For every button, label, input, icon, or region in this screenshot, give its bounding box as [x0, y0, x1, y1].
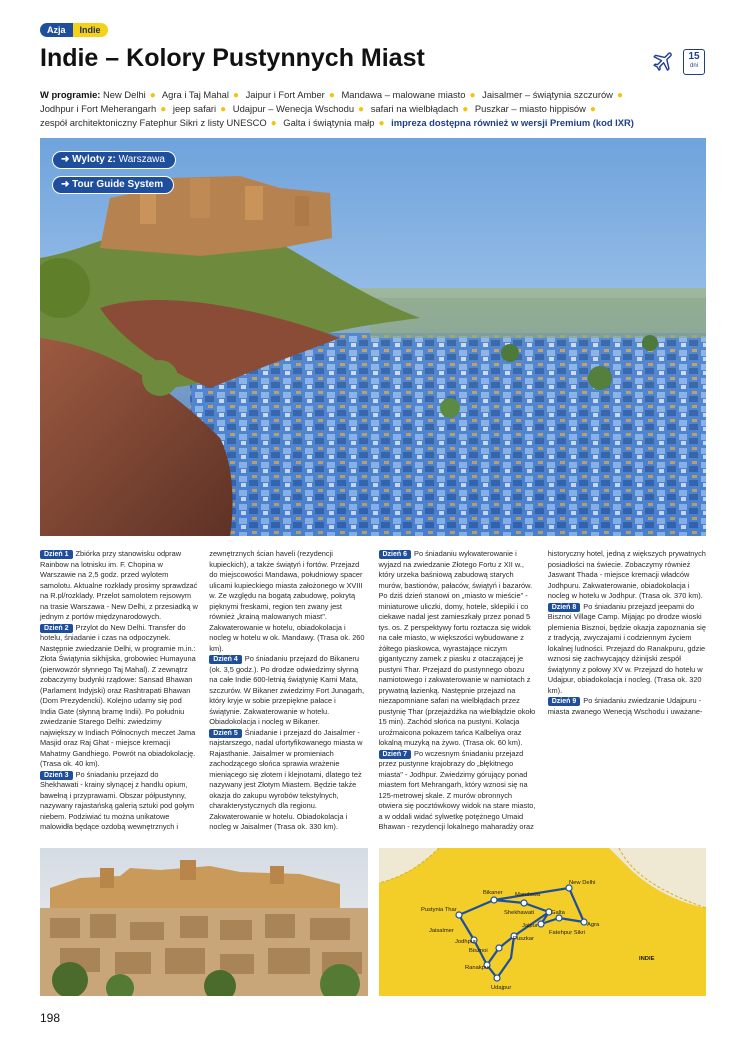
- bullet-icon: ●: [589, 104, 596, 116]
- flights-prefix: ➜ Wyloty z:: [61, 154, 116, 165]
- map-label-udajpur: Udajpur: [491, 985, 512, 991]
- title-country: Indie: [40, 44, 99, 72]
- route-map-svg: [379, 848, 706, 996]
- program-item: Agra i Taj Mahal: [161, 89, 229, 100]
- map-label-agra: Agra: [587, 922, 600, 928]
- country-tag: Indie: [73, 23, 108, 37]
- duration-days: 15: [688, 51, 700, 62]
- itinerary-day: [548, 602, 706, 697]
- map-label-shekhawati: Shekhawati: [504, 910, 534, 916]
- bullet-icon: ●: [462, 104, 469, 116]
- day-text: Po śniadaniu przejazd jeepami do Bisznoi Village Camp. Mijając po drodze wioski plemienia Bisznoi, będzie okazja zapoznania się z tradycją, zwyczajami i codziennym życiem lokalnej ludności. Przejazd do Ranakpuru, gdzie wznosi się zachwycający dżinijski zespół świątynny z połowy XV w. Przejazd do hotelu w Udajpur, obiadokolacja i nocleg. (Trasa ok. 320 km).: [547, 601, 706, 695]
- bullet-icon: ●: [160, 104, 167, 116]
- duration-badge: [683, 49, 705, 75]
- program-item: Udajpur – Wenecja Wschodu: [232, 103, 355, 115]
- day-text: Śniadanie i przejazd do Jaisalmer - najstarszego, nadal ufortyfikowanego miasta w Rajasthanie. Jaisalmer w promieniach zachodzącego słońca sprawia wrażenie mieniącego się złotem i klejnotami, dlatego też nazywany jest Złotym Miastem. Będzie także okazja do zakupu wyrobów tekstylnych, charakterystycznych dla regionu. Zakwaterowanie w hotelu. Obiadokolacja i nocleg w Jaisalmer (Trasa ok. 330 km).: [209, 727, 363, 831]
- airplane-icon: [652, 49, 676, 73]
- itinerary-columns: [40, 549, 706, 839]
- page-title: [40, 44, 425, 73]
- day-label: Dzień 8: [548, 603, 581, 612]
- day-label: Dzień 7: [379, 750, 412, 759]
- day-label: Dzień 2: [40, 624, 73, 633]
- itinerary-day: [40, 549, 198, 623]
- program-item: Jaipur i Fort Amber: [245, 89, 325, 100]
- map-label-galta: Galta: [551, 910, 565, 916]
- day-text: Po śniadaniu przejazd do Bikaneru (ok. 3,5 godz.). Po drodze odwiedzimy słynną na całe Indie 600-letnią świątynię Karni Mata, szczurów. W Bikaner zwiedzimy Fort Junagarh, który kryje w sobie przepiękne pałace i świątynie. Zakwaterowanie w hotelu. Obiadokolacja i nocleg w Bikaner.: [209, 654, 365, 726]
- bullet-icon: ●: [220, 104, 227, 116]
- program-item: Galta i świątynia małp: [283, 117, 375, 129]
- bullet-icon: ●: [149, 90, 156, 101]
- map-label-new-delhi: New Delhi: [569, 880, 596, 886]
- breadcrumb-tags: [40, 23, 108, 37]
- day-label: Dzień 5: [209, 729, 242, 738]
- program-label: W programie:: [40, 89, 101, 100]
- hero-photo-jodhpur: [40, 138, 706, 536]
- day-label: Dzień 6: [379, 550, 412, 559]
- day-text: Przylot do New Delhi. Transfer do hotelu, śniadanie i czas na odpoczynek. Następnie zwiedzanie Delhi, w programie m.in.: Złota Świątynia sikhijska, grobowiec Humayuna (pierwowzór słynnego Taj Mahal). Z zewnątrz zobaczymy budynki rządowe: Sansad Bhawan (Parlament Indyjski) oraz Rashtrapati Bhawan (Dom Prezydencki). Kolejno udamy się pod India Gate (słynną bramę Indii). Po południu zwiedzanie Starego Delhi: zwiedzimy największy w Indiach Północnych meczet Jama Masjid oraz Raj Ghat - miejsce kremacji Mahatmy Gandhiego. Powrót na obiadokolację. (Trasa ok. 40 km).: [40, 622, 196, 768]
- day-text: Po śniadaniu wykwaterowanie i wyjazd na zwiedzanie Złotego Fortu z XII w., który urzeka baśniową zabudową starych murów, bastionów, pałaców, świątyń i bazarów. Po dziś dzień stanowi on „miasto w mieście" - miniaturowe uliczki, domy, hotele, sklepiki i co ciekawe nadal jest zamieszkały przez ponad 5 tys. os. Z perspektywy fortu roztacza się widok na całe miasto, w większości wybudowane z żółtego piaskowca, wyrastające niczym gigantyczny zamek z piasku z otaczającej je pustyni Thar. Przejazd do pustynnego obozu namiotowego i zakwaterowanie w namiotach z prywatną łazienką. Następnie przejazd na niezapomniane safari na wielbłądach przez pustynię Thar (przejażdżka na wielbłądzie około 15 min). Zachód słońca na pustyni. Kolacja uroźmaicona pokazem tańca Kalbeliya oraz lokalną muzyką na żywo. (Trasa ok. 60 km).: [378, 549, 536, 747]
- map-label-bikaner: Bikaner: [483, 890, 503, 896]
- day-label: Dzień 3: [40, 771, 73, 780]
- jaisalmer-fort-photo: [40, 848, 368, 996]
- bullet-icon: ●: [328, 90, 335, 101]
- program-item: zespół architektoniczny Fatephur Sikri z listy UNESCO: [40, 117, 267, 129]
- map-label-thar-desert: Pustynia Thar: [421, 907, 457, 913]
- duration-unit: dni: [689, 63, 698, 69]
- map-label-bisznoi: Bisznoi: [469, 948, 488, 954]
- flights-badge: [52, 151, 176, 169]
- bullet-icon: ●: [232, 90, 239, 101]
- map-label-mandawa: Mandawa: [515, 892, 541, 898]
- itinerary-day: [209, 728, 367, 833]
- route-map: [379, 848, 706, 996]
- map-label-fatehpur-sikri: Fatehpur Sikri: [549, 930, 586, 936]
- map-label-puszkar: Puszkar: [513, 936, 534, 942]
- program-item: Jodhpur i Fort Meherangarh: [40, 103, 157, 115]
- bullet-icon: ●: [270, 118, 277, 130]
- day-text: Po śniadaniu przejazd do Shekhawati - krainy słynącej z handlu opium, bawełną i przyprawami. Obszar półpustynny, nazywany rajastańską galerią sztuki pod gołym niebem. Podziwiać tu można unikatowe malowidła będące ozdobą wewnętrznych i zewnętrznych ścian haveli (rezydencji kupieckich), a także świątyń i fortów. Przejazd do miejscowości Mandawa, południowy spacer ulicami kupieckiego miasta założonego w XVIII w. Ze względu na bogatą zabudowę, pokrytą pięknymi freskami, region ten zwany jest również „krainą malowanych miast". Zakwaterowanie w hotelu, obiadokolacja i nocleg w hotelu w ok. Mandawy. (Trasa ok. 260 km).: [40, 549, 365, 831]
- itinerary-day: [379, 549, 537, 749]
- tour-guide-badge: ➜ Tour Guide System: [52, 176, 174, 194]
- program-item: jeep safari: [172, 103, 217, 115]
- map-label-jaisalmer: Jaisalmer: [429, 928, 454, 934]
- map-label-ranakpur: Ranakpur: [465, 965, 491, 971]
- day-label: Dzień 1: [40, 550, 73, 559]
- program-item: Puszkar – miasto hippisów: [474, 103, 586, 115]
- program-item: Mandawa – malowane miasto: [341, 89, 466, 100]
- map-label-jaipur: Jaipur: [522, 923, 538, 929]
- bullet-icon: ●: [469, 90, 476, 101]
- day-label: Dzień 9: [548, 697, 581, 706]
- map-label-country: INDIE: [639, 956, 655, 962]
- title-subtitle: – Kolory Pustynnych Miast: [98, 44, 425, 72]
- itinerary-day: [209, 654, 367, 728]
- premium-note: impreza dostępna również w wersji Premium (kod IXR): [391, 117, 634, 129]
- program-item: Jaisalmer – świątynia szczurów: [482, 89, 613, 100]
- page-number: 198: [40, 1011, 61, 1025]
- bullet-icon: ●: [378, 118, 385, 130]
- program-item: safari na wielbłądach: [370, 103, 459, 115]
- bullet-icon: ●: [616, 90, 623, 101]
- day-text: Zbiórka przy stanowisku odpraw Rainbow na lotnisku im. F. Chopina w Warszawie na 2,5 godz. przed wylotem samolotu. Aktualne rozkłady prosimy sprawdzać na R.pl/rozklady. Przelot samolotem rejsowym na trasie Warszawa - New Delhi, z przesiadką w jednym z portów międzynarodowych.: [40, 549, 198, 621]
- bullet-icon: ●: [358, 104, 365, 116]
- day-label: Dzień 4: [209, 655, 242, 664]
- day-text: Po wczesnym śniadaniu przejazd przez pustynne krajobrazy do „błękitnego miasta" - Jodhpur. Zwiedzimy górujący ponad miastem fort Mehrangarh, który wznosi się na 125-metrowej skale. Z murów obronnych otwiera się pocztówkowy widok na stare miasto, a w oddali widać sylwetkę potężnego Umaid Bhawan - rezydencji lokalnego maharadży oraz historyczny hotel, jedną z większych prywatnych posiadłości na świecie. Zobaczymy również Jaswant Thada - miejsce kremacji władców Jodhpuru. Zakwaterowanie, obiadokolacja i nocleg w hotelu w Jodhpur. (Trasa ok. 370 km).: [378, 549, 706, 831]
- fort-illustration: [40, 848, 368, 996]
- itinerary-day: [40, 623, 198, 770]
- program-item: New Delhi: [103, 89, 146, 100]
- program-list: [40, 88, 712, 131]
- map-label-jodhpur: Jodhpur: [455, 939, 476, 945]
- day-text: Po śniadaniu zwiedzanie Udajpuru - miasta zwanego Wenecją Wschodu i uważane-: [547, 696, 703, 716]
- flights-city: Warszawa: [118, 154, 165, 165]
- itinerary-day: [548, 696, 706, 717]
- region-tag: Azja: [40, 23, 73, 37]
- hero-illustration: [40, 138, 706, 536]
